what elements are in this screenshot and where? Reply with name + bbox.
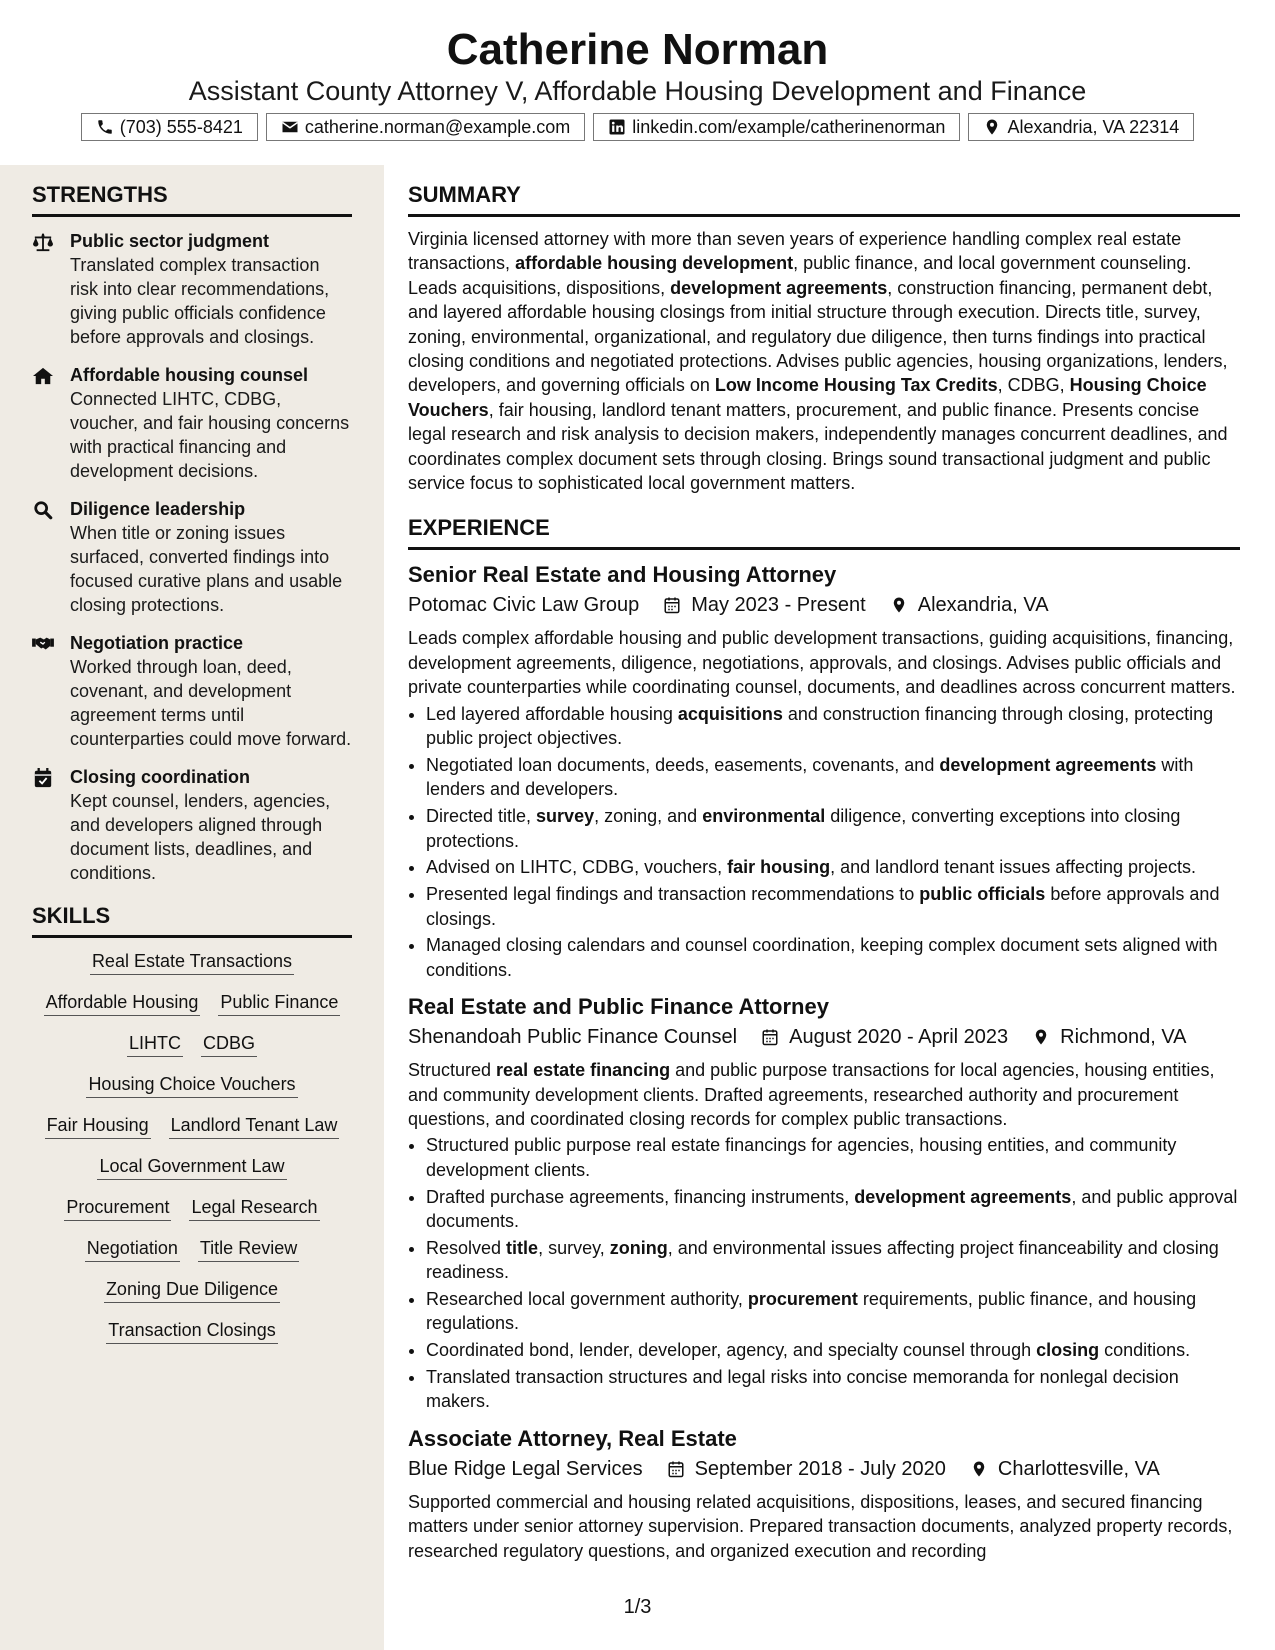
employer-name: Shenandoah Public Finance Counsel <box>408 1026 738 1049</box>
job-dates: September 2018 - July 2020 <box>694 1457 946 1480</box>
skill-row <box>32 1317 352 1344</box>
job-dates: August 2020 - April 2023 <box>789 1026 1009 1049</box>
contact-location[interactable] <box>968 113 1194 141</box>
skills-list <box>32 948 352 1344</box>
skill-row <box>32 1071 352 1098</box>
bold-keyword: Low Income Housing Tax Credits <box>714 375 998 396</box>
skill-row <box>32 1276 352 1303</box>
job-meta <box>408 1454 1240 1484</box>
linkedin-icon <box>608 118 626 136</box>
candidate-headline: Assistant County Attorney V, Affordable Housing Development and Finance <box>188 76 1087 106</box>
skill-row <box>32 1153 352 1180</box>
strength-desc: Kept counsel, lenders, agencies, and developers aligned through document lists, deadlines, and conditions. <box>70 791 331 883</box>
bold-keyword: environmental <box>702 806 826 827</box>
job-bullet: • Advised on LIHTC, CDBG, vouchers, fair housing, and landlord tenant issues affecting projects. <box>426 855 1240 879</box>
job-bullet: • Directed title, survey, zoning, and environmental diligence, converting exceptions into closing protections. <box>426 804 1240 853</box>
job-bullet: • Led layered affordable housing acquisitions and construction financing through closing, protecting public project objectives. <box>426 702 1240 751</box>
skill-tag: Zoning Due Diligence <box>104 1276 280 1303</box>
strength-item <box>32 229 352 349</box>
calendar-icon <box>663 595 681 615</box>
job-meta <box>408 590 1240 620</box>
home-icon <box>32 363 58 483</box>
strength-desc: Connected LIHTC, CDBG, voucher, and fair housing concerns with practical financing and development decisions. <box>70 389 350 481</box>
strength-item <box>32 631 352 751</box>
bold-keyword: affordable housing development <box>515 253 794 274</box>
contact-location-text: Alexandria, VA 22314 <box>1007 116 1180 137</box>
skill-tag: Public Finance <box>218 989 340 1016</box>
job-bullet: • Structured public purpose real estate financings for agencies, housing entities, and community development clients. <box>426 1133 1240 1182</box>
contact-linkedin[interactable] <box>593 113 960 141</box>
handshake-icon <box>32 631 58 751</box>
sidebar <box>32 182 352 1358</box>
skill-row <box>32 989 352 1016</box>
bold-keyword: closing <box>1036 1340 1100 1361</box>
strength-item <box>32 497 352 617</box>
job-title: Senior Real Estate and Housing Attorney <box>408 562 837 588</box>
skill-tag: Negotiation <box>85 1235 180 1262</box>
skill-row <box>32 948 352 975</box>
job-title: Real Estate and Public Finance Attorney <box>408 994 829 1020</box>
job-title: Associate Attorney, Real Estate <box>408 1425 737 1451</box>
skill-tag: Landlord Tenant Law <box>169 1112 340 1139</box>
strength-desc: Translated complex transaction risk into clear recommendations, giving public officials confidence before approvals and closings. <box>70 255 330 347</box>
job-bullet: • Translated transaction structures and legal risks into concise memoranda for nonlegal decision makers. <box>426 1365 1240 1414</box>
job-description: Leads complex affordable housing and public development transactions, guiding acquisitions, financing, development agreements, diligence, negotiations, approvals, and closings. Advises public officials and private counterparties while coordinating counsel, documents, and deadlines across concurrent matters. <box>408 628 1236 698</box>
strength-title: Diligence leadership <box>70 499 246 519</box>
bold-keyword: development agreements <box>939 754 1157 775</box>
job-entry <box>408 560 1240 982</box>
bold-keyword: Housing Choice Vouchers <box>408 375 1207 420</box>
main-content <box>408 182 1240 1563</box>
strengths-heading: STRENGTHS <box>32 182 352 217</box>
strength-title: Public sector judgment <box>70 231 270 251</box>
bold-keyword: public officials <box>919 884 1046 905</box>
skill-row <box>32 1235 352 1262</box>
job-bullets <box>408 1133 1240 1413</box>
phone-icon <box>96 118 114 136</box>
location-icon <box>1032 1027 1050 1047</box>
bold-keyword: title <box>506 1237 539 1258</box>
job-bullet: • Negotiated loan documents, deeds, easements, covenants, and development agreements with lenders and developers. <box>426 753 1240 802</box>
job-description: Supported commercial and housing related acquisitions, dispositions, leases, and secured financing matters under senior attorney supervision. Prepared transaction documents, analyzed property records, researched regulatory questions, and organized execution and recording <box>408 1491 1233 1561</box>
skill-tag: Procurement <box>64 1194 171 1221</box>
bold-keyword: procurement <box>747 1288 858 1309</box>
email-icon <box>281 118 299 136</box>
skill-tag: Transaction Closings <box>106 1317 277 1344</box>
bold-keyword: survey <box>536 806 595 827</box>
contact-email-text: catherine.norman@example.com <box>304 116 571 137</box>
strength-title: Negotiation practice <box>70 633 244 653</box>
contact-phone-text: (703) 555-8421 <box>119 116 243 137</box>
page-indicator: 1/3 <box>623 1596 652 1618</box>
job-bullet: • Researched local government authority, procurement requirements, public finance, and housing regulations. <box>426 1287 1240 1336</box>
strength-title: Affordable housing counsel <box>70 365 309 385</box>
bold-keyword: zoning <box>609 1237 668 1258</box>
job-bullet: • Coordinated bond, lender, developer, agency, and specialty counsel through closing conditions. <box>426 1338 1240 1362</box>
location-icon <box>970 1459 988 1479</box>
job-bullet: • Drafted purchase agreements, financing instruments, development agreements, and public approval documents. <box>426 1185 1240 1234</box>
skill-row <box>32 1194 352 1221</box>
employer-name: Blue Ridge Legal Services <box>408 1457 643 1480</box>
skill-tag: Fair Housing <box>45 1112 151 1139</box>
job-description: Structured real estate financing and public purpose transactions for local agencies, housing entities, and community development clients. Drafted agreements, researched authority and procurement questions, and coordinated closing records for complex public transactions. <box>408 1060 1215 1129</box>
skill-tag: CDBG <box>201 1030 257 1057</box>
scale-icon <box>32 229 58 349</box>
job-dates: May 2023 - Present <box>691 594 866 617</box>
job-bullets <box>408 702 1240 982</box>
contact-linkedin-text: linkedin.com/example/catherinenorman <box>632 116 946 137</box>
summary-heading: SUMMARY <box>408 182 1240 217</box>
skill-tag: Affordable Housing <box>44 989 201 1016</box>
candidate-name: Catherine Norman <box>446 25 829 74</box>
job-location: Richmond, VA <box>1060 1026 1187 1049</box>
bold-keyword: fair housing <box>727 857 831 878</box>
job-entry <box>408 1424 1240 1563</box>
skill-tag: Legal Research <box>189 1194 319 1221</box>
skill-tag: LIHTC <box>127 1030 183 1057</box>
skill-tag: Title Review <box>198 1235 299 1262</box>
bold-keyword: real estate financing <box>496 1060 671 1081</box>
employer-name: Potomac Civic Law Group <box>408 594 640 617</box>
job-location: Charlottesville, VA <box>997 1457 1160 1480</box>
calendar-check-icon <box>32 765 58 885</box>
job-entry <box>408 992 1240 1414</box>
bold-keyword: development agreements <box>670 277 888 298</box>
calendar-icon <box>761 1027 779 1047</box>
job-meta <box>408 1022 1240 1052</box>
strength-item <box>32 765 352 885</box>
skill-row <box>32 1030 352 1057</box>
skill-tag: Housing Choice Vouchers <box>86 1071 297 1098</box>
strength-desc: Worked through loan, deed, covenant, and development agreement terms until counterparties could move forward. <box>70 657 352 749</box>
bold-keyword: development agreements <box>854 1186 1072 1207</box>
bold-keyword: acquisitions <box>677 703 783 724</box>
job-bullet: • Presented legal findings and transaction recommendations to public officials before approvals and closings. <box>426 882 1240 931</box>
experience-heading: EXPERIENCE <box>408 515 1240 550</box>
strength-item <box>32 363 352 483</box>
skill-tag: Real Estate Transactions <box>90 948 294 975</box>
location-icon <box>890 595 908 615</box>
strengths-list <box>32 229 352 885</box>
strength-desc: When title or zoning issues surfaced, converted findings into focused curative plans and usable closing protections. <box>70 523 343 615</box>
skills-heading: SKILLS <box>32 903 352 938</box>
contact-email[interactable] <box>266 113 585 141</box>
contact-phone[interactable] <box>81 113 258 141</box>
skill-tag: Local Government Law <box>97 1153 286 1180</box>
contact-bar <box>0 113 1275 141</box>
job-location: Alexandria, VA <box>917 594 1049 617</box>
search-icon <box>32 497 58 617</box>
skill-row <box>32 1112 352 1139</box>
calendar-icon <box>667 1459 685 1479</box>
job-bullet: • Managed closing calendars and counsel coordination, keeping complex document sets aligned with conditions. <box>426 933 1240 982</box>
strength-title: Closing coordination <box>70 767 250 787</box>
location-icon <box>983 118 1001 136</box>
job-bullet: • Resolved title, survey, zoning, and environmental issues affecting project financeability and closing readiness. <box>426 1236 1240 1285</box>
summary-paragraph: Virginia licensed attorney with more than seven years of experience handling complex real estate transactions, affordable housing development, public finance, and local government counseling. Leads acquisitions, dispositions, development agreements, construction financing, permanent debt, and layered affordable housing closings from initial structure through execution. Directs title, survey, zoning, environmental, organizational, and regulatory due diligence, then turns findings into practical closing conditions and negotiated protections. Advises public agencies, housing organizations, lenders, developers, and governing officials on Low Income Housing Tax Credits, CDBG, Housing Choice Vouchers, fair housing, landlord tenant matters, procurement, and public finance. Presents concise legal research and risk analysis to decision makers, independently manages concurrent deadlines, and coordinates complex document sets through closing. Brings sound transactional judgment and public service focus to sophisticated local government matters. <box>408 229 1228 494</box>
